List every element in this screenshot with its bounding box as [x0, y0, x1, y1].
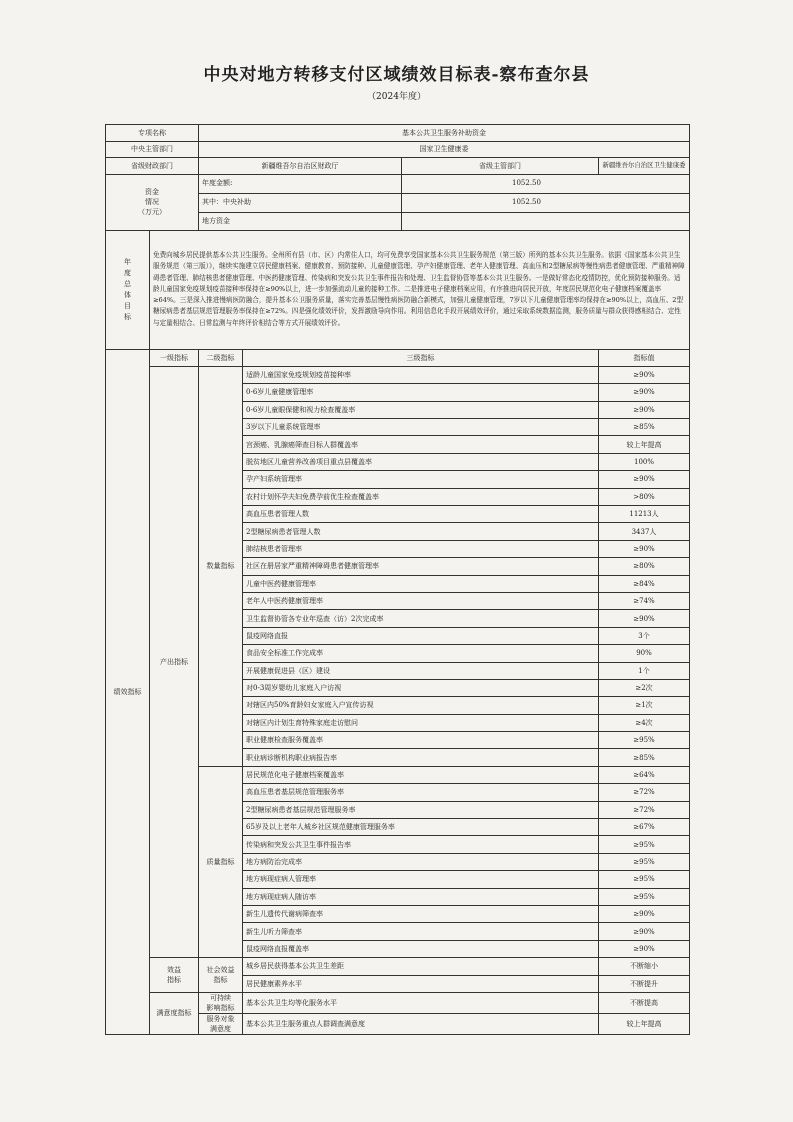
- indicator-value: ≥90%: [599, 610, 690, 627]
- page-title: 中央对地方转移支付区域绩效目标表-察布查尔县: [203, 65, 590, 85]
- indicator-value: ≥95%: [599, 853, 690, 870]
- indicator-value: ≥64%: [599, 766, 690, 783]
- indicator-row: [106, 366, 690, 383]
- indicator-name: 孕产妇系统管理率: [243, 471, 599, 488]
- indicator-value: 90%: [599, 645, 690, 662]
- indicator-name: 脱贫地区儿童营养改善项目重点县覆盖率: [243, 453, 599, 470]
- indicator-value: 较上年提高: [599, 1013, 690, 1034]
- indicator-value: ≥95%: [599, 732, 690, 749]
- indicator-value: 较上年提高: [599, 436, 690, 453]
- indicators-label: 绩效指标: [106, 349, 150, 1034]
- indicator-value: ≥95%: [599, 888, 690, 905]
- indicator-name: 基本公共卫生服务重点人群调查满意度: [243, 1013, 599, 1034]
- col-value: 指标值: [599, 349, 690, 366]
- performance-target-table: [105, 124, 690, 1035]
- indicator-value: ≥85%: [599, 749, 690, 766]
- indicator-value: ≥90%: [599, 940, 690, 957]
- indicator-name: 地方病现症病人管理率: [243, 871, 599, 888]
- indicator-value: ≥90%: [599, 923, 690, 940]
- prov-dept-label: 省级主管部门: [402, 158, 599, 175]
- indicator-value: ≥2次: [599, 679, 690, 696]
- service-satisfaction-label: 服务对象 满意度: [199, 1013, 243, 1034]
- indicator-name: 儿童中医药健康管理率: [243, 575, 599, 592]
- indicator-value: 3个: [599, 627, 690, 644]
- indicator-name: 高血压患者基层规范管理服务率: [243, 784, 599, 801]
- indicator-name: 职业病诊断机构职业病报告率: [243, 749, 599, 766]
- indicator-value: ≥90%: [599, 401, 690, 418]
- indicator-value: ≥90%: [599, 540, 690, 557]
- indicator-name: 0-6岁儿童眼保健和视力检查覆盖率: [243, 401, 599, 418]
- indicator-name: 0-6岁儿童健康管理率: [243, 384, 599, 401]
- indicator-value: ≥74%: [599, 592, 690, 609]
- indicator-name: 鼠疫网络直报覆盖率: [243, 940, 599, 957]
- indicator-value: ≥90%: [599, 906, 690, 923]
- indicator-name: 鼠疫网络直报: [243, 627, 599, 644]
- indicator-name: 社区在册居家严重精神障碍患者健康管理率: [243, 558, 599, 575]
- indicator-name: 3岁以下儿童系统管理率: [243, 419, 599, 436]
- indicator-value: ≥90%: [599, 384, 690, 401]
- indicator-name: 肺结核患者管理率: [243, 540, 599, 557]
- indicator-value: ≥90%: [599, 471, 690, 488]
- annual-goal-text: 免费向城乡居民提供基本公共卫生服务。全州所有县（市、区）内常住人口，均可免费享受国家基本公共卫生服务规范（第三版）所列的基本公共卫生服务。依据《国家基本公共卫生服务规范（第三版）》，继续实施建立居民健康档案、健康教育、预防接种、儿童健康管理、孕产妇健康管理、老年人健康管理、高血压和2型糖尿病等慢性病患者健康管理、严重精神障碍患者管理、肺结核患者健康管理、中医药健康管理、传染病和突发公共卫生事件报告和处理、卫生监督协管等基本公共卫生服务。一是做好常态化疫情防控，优化预防接种服务。适龄儿童国家免疫规划疫苗接种率保持在≥90%以上，进一步加强流动儿童的接种工作。二是推进电子健康档案应用，有序推进向居民开放，年度居民规范化电子健康档案覆盖率≥64%。三是深入推进慢病医防融合，提升基本公卫服务质量，落实完善基层慢性病医防融合新模式，加强儿童健康管理，7岁以下儿童健康管理率均保持在≥90%以上，高血压、2型糖尿病患者基层规范管理服务率保持在≥72%。四是强化绩效评价，发挥激励导向作用。利用信息化手段开展绩效评价，通过采取系统数据监测，服务质量与群众获得感相结合、定性与定量相结合、日常监测与年终评价相结合等方式开展绩效评价。: [150, 230, 690, 349]
- central-subsidy-label: 其中：中央补助: [199, 193, 402, 212]
- quality-indicator-label: 质量指标: [199, 766, 243, 957]
- indicator-value: ≥95%: [599, 836, 690, 853]
- indicator-name: 居民规范化电子健康档案覆盖率: [243, 766, 599, 783]
- annual-amount-label: 年度金额:: [199, 174, 402, 193]
- indicator-name: 传染病和突发公共卫生事件报告率: [243, 836, 599, 853]
- project-name-label: 专项名称: [106, 125, 199, 142]
- indicator-value: ≥72%: [599, 784, 690, 801]
- benefit-indicator-label: 效益 指标: [150, 958, 199, 993]
- indicator-name: 对辖区内计划生育特殊家庭走访慰问: [243, 714, 599, 731]
- project-name: 基本公共卫生服务补助资金: [199, 125, 690, 142]
- prov-finance: 新疆维吾尔自治区财政厅: [199, 158, 402, 175]
- indicator-name: 地方病现症病人随访率: [243, 888, 599, 905]
- indicator-name: 居民健康素养水平: [243, 975, 599, 992]
- indicator-value: ≥4次: [599, 714, 690, 731]
- indicator-name: 新生儿听力筛查率: [243, 923, 599, 940]
- sustainable-impact-label: 可持续 影响指标: [199, 992, 243, 1013]
- indicator-name: 宫颈癌、乳腺癌筛查目标人群覆盖率: [243, 436, 599, 453]
- central-dept: 国家卫生健康委: [199, 141, 690, 158]
- quantity-indicator-label: 数量指标: [199, 366, 243, 766]
- indicator-name: 对辖区内50%育龄妇女家庭入户宣传访视: [243, 697, 599, 714]
- indicator-name: 农村计划怀孕夫妇免费孕前优生检查覆盖率: [243, 488, 599, 505]
- indicator-name: 地方病防治完成率: [243, 853, 599, 870]
- col-level2: 二级指标: [199, 349, 243, 366]
- social-benefit-label: 社会效益 指标: [199, 958, 243, 993]
- indicator-value: ≥67%: [599, 819, 690, 836]
- indicator-value: 3437人: [599, 523, 690, 540]
- indicator-value: ≥85%: [599, 419, 690, 436]
- prov-finance-label: 省级财政部门: [106, 158, 199, 175]
- indicator-value: ≥72%: [599, 801, 690, 818]
- indicator-name: 职业健康检查服务覆盖率: [243, 732, 599, 749]
- col-level1: 一级指标: [150, 349, 199, 366]
- indicator-name: 高血压患者管理人数: [243, 506, 599, 523]
- central-subsidy-value: 1052.50: [402, 193, 690, 212]
- indicator-name: 2型糖尿病患者管理人数: [243, 523, 599, 540]
- indicator-value: 1个: [599, 662, 690, 679]
- indicator-name: 65岁及以上老年人城乡社区规范健康管理服务率: [243, 819, 599, 836]
- indicator-value: >80%: [599, 488, 690, 505]
- funds-label: 资金 情况 （万元）: [106, 174, 199, 230]
- indicator-name: 适龄儿童国家免疫规划疫苗接种率: [243, 366, 599, 383]
- central-dept-label: 中央主管部门: [106, 141, 199, 158]
- indicator-name: 城乡居民获得基本公共卫生差距: [243, 958, 599, 975]
- indicator-name: 对0-3周岁婴幼儿家庭入户访视: [243, 679, 599, 696]
- indicator-name: 新生儿遗传代谢病筛查率: [243, 906, 599, 923]
- prov-dept: 新疆维吾尔自治区卫生健康委: [599, 158, 690, 175]
- indicator-row: [106, 958, 690, 975]
- output-indicator-label: 产出指标: [150, 366, 199, 957]
- indicator-row: [106, 992, 690, 1013]
- indicator-value: ≥95%: [599, 871, 690, 888]
- local-funds-value: [402, 212, 690, 230]
- satisfaction-indicator-label: 满意度指标: [150, 992, 199, 1034]
- indicator-value: ≥1次: [599, 697, 690, 714]
- indicator-value: ≥90%: [599, 366, 690, 383]
- annual-amount-value: 1052.50: [402, 174, 690, 193]
- indicator-value: 不断提高: [599, 992, 690, 1013]
- indicator-value: ≥80%: [599, 558, 690, 575]
- indicator-value: ≥84%: [599, 575, 690, 592]
- indicator-name: 开展健康促进县（区）建设: [243, 662, 599, 679]
- indicator-value: 11213人: [599, 506, 690, 523]
- indicator-name: 基本公共卫生均等化服务水平: [243, 992, 599, 1013]
- local-funds-label: 地方资金: [199, 212, 402, 230]
- indicator-name: 老年人中医药健康管理率: [243, 592, 599, 609]
- col-level3: 三级指标: [243, 349, 599, 366]
- indicator-value: 不断缩小: [599, 958, 690, 975]
- indicator-name: 食品安全标准工作完成率: [243, 645, 599, 662]
- indicator-value: 100%: [599, 453, 690, 470]
- annual-goal-label: 年 度 总 体 目 标: [106, 230, 150, 349]
- indicator-name: 卫生监督协管各专业年巡查（访）2次完成率: [243, 610, 599, 627]
- indicator-name: 2型糖尿病患者基层规范管理服务率: [243, 801, 599, 818]
- year-label: （2024年度）: [367, 92, 426, 102]
- indicator-value: 不断提升: [599, 975, 690, 992]
